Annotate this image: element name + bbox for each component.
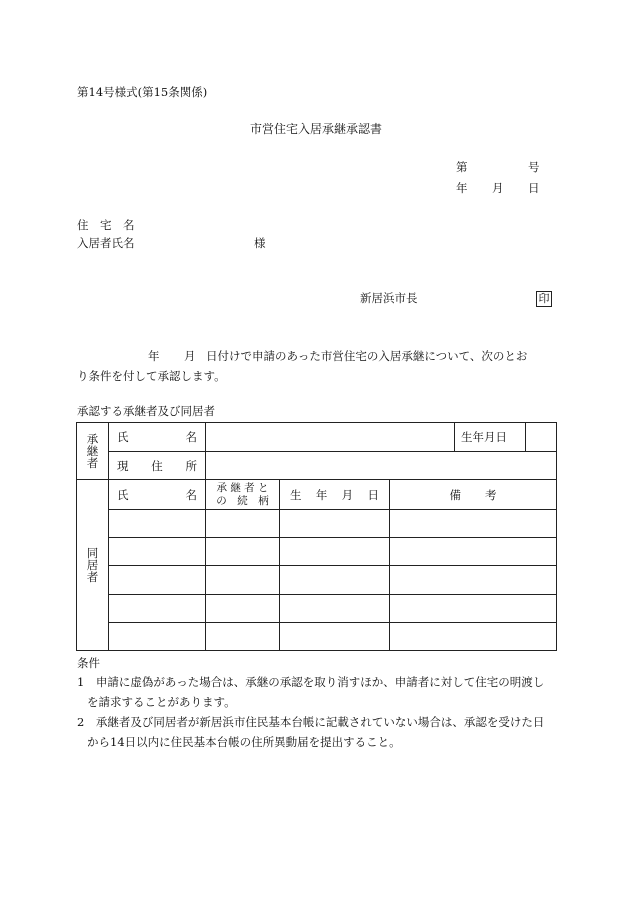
birth-d: 日 <box>367 487 379 502</box>
cohabitant-label: 同居者 <box>86 545 99 585</box>
seal-mark: 印 <box>536 291 552 307</box>
honorific: 様 <box>254 236 266 250</box>
cohabitant-remarks-input[interactable] <box>390 595 557 623</box>
doc-number-prefix: 第 <box>456 160 468 174</box>
successor-birthdate-field[interactable] <box>455 423 557 452</box>
cohabitant-name-a: 氏 <box>117 487 129 502</box>
relation-header <box>206 480 280 510</box>
cohabitant-relation-input[interactable] <box>206 623 280 651</box>
birth-a: 生 <box>290 487 302 502</box>
document-title: 市営住宅入居承継承認書 <box>250 122 383 136</box>
doc-date-year: 年 <box>456 181 468 195</box>
relation-label-1: 承 継 者 と <box>216 481 269 494</box>
cohabitant-remarks-input[interactable] <box>390 623 557 651</box>
condition-1-line1: 申請に虚偽があった場合は、承継の承認を取り消すほか、申請者に対して住宅の明渡し <box>95 675 545 689</box>
birth-b: 年 <box>315 487 328 502</box>
body-month: 月 <box>184 349 196 363</box>
cohabitant-remarks-input[interactable] <box>390 510 557 538</box>
cohabitant-name-input[interactable] <box>109 566 206 595</box>
condition-2-line1: 承継者及び同居者が新居浜市住民基本台帳に記載されていない場合は、承認を受けた日 <box>95 715 545 729</box>
name-label-a: 氏 <box>117 430 129 444</box>
address-label-c: 所 <box>185 458 197 473</box>
cohabitant-remarks-input[interactable] <box>390 566 557 595</box>
cohabitant-row <box>77 623 557 651</box>
address-label-b: 住 <box>151 458 163 473</box>
birthdate-input[interactable] <box>526 423 556 451</box>
condition-1-line2: を請求することがあります。 <box>87 695 236 709</box>
cohabitant-name-input[interactable] <box>109 510 206 538</box>
body-year: 年 <box>148 349 160 363</box>
section-label: 承認する承継者及び同居者 <box>77 404 215 418</box>
condition-2-line2: から14日以内に住民基本台帳の住所異動届を提出すること。 <box>87 735 401 749</box>
doc-date-month: 月 <box>492 181 504 195</box>
name-label-b: 名 <box>185 430 197 444</box>
remarks-b: 考 <box>485 487 497 502</box>
remarks-a: 備 <box>449 487 461 502</box>
successor-table <box>76 422 557 651</box>
cohabitant-birth-input[interactable] <box>280 595 390 623</box>
cohabitant-remarks-input[interactable] <box>390 538 557 566</box>
cohabitant-name-input[interactable] <box>109 623 206 651</box>
birthdate-label-cell <box>455 423 526 451</box>
address-label-a: 現 <box>117 458 129 473</box>
cohabitant-name-b: 名 <box>185 487 197 502</box>
successor-name-field[interactable] <box>206 423 455 452</box>
cohabitant-name-input[interactable] <box>109 538 206 566</box>
cohabitant-name-input[interactable] <box>109 595 206 623</box>
successor-label: 承継者 <box>86 431 99 471</box>
form-number: 第14号様式(第15条関係) <box>77 85 208 99</box>
cohabitant-relation-input[interactable] <box>206 510 280 538</box>
birth-c: 月 <box>341 487 354 502</box>
remarks-header <box>390 480 557 510</box>
address-field[interactable] <box>206 452 557 480</box>
cohabitant-relation-input[interactable] <box>206 538 280 566</box>
cohabitant-birth-input[interactable] <box>280 510 390 538</box>
condition-1 <box>77 672 544 712</box>
body-line-2: り条件を付して承認します。 <box>77 369 226 383</box>
cohabitant-row <box>77 538 557 566</box>
birthdate-label: 生年月日 <box>461 430 508 444</box>
relation-label-2: の 続 柄 <box>216 494 269 507</box>
cohabitant-row <box>77 566 557 595</box>
condition-2-num: 2 <box>77 715 85 729</box>
condition-1-num: 1 <box>77 675 85 689</box>
successor-name-label-cell <box>109 423 206 452</box>
doc-number-suffix: 号 <box>528 160 540 174</box>
cohabitant-birth-input[interactable] <box>280 538 390 566</box>
cohabitant-relation-input[interactable] <box>206 566 280 595</box>
resident-name-label: 入居者氏名 <box>77 236 135 250</box>
doc-date-day: 日 <box>528 181 540 195</box>
cohabitant-row <box>77 510 557 538</box>
successor-label-cell <box>77 423 109 480</box>
cohabitant-row <box>77 595 557 623</box>
cohabitant-birth-input[interactable] <box>280 623 390 651</box>
cohabitant-label-cell <box>77 480 109 651</box>
address-label-cell <box>109 452 206 480</box>
cohabitant-name-header <box>109 480 206 510</box>
body-line-1: 日付けで申請のあった市営住宅の入居承継について、次のとお <box>206 349 528 363</box>
birth-header <box>280 480 390 510</box>
cohabitant-relation-input[interactable] <box>206 595 280 623</box>
housing-name-label: 住 宅 名 <box>77 218 135 232</box>
conditions-label: 条件 <box>77 656 100 670</box>
issuer-title: 新居浜市長 <box>360 291 418 305</box>
cohabitant-birth-input[interactable] <box>280 566 390 595</box>
condition-2 <box>77 712 544 752</box>
